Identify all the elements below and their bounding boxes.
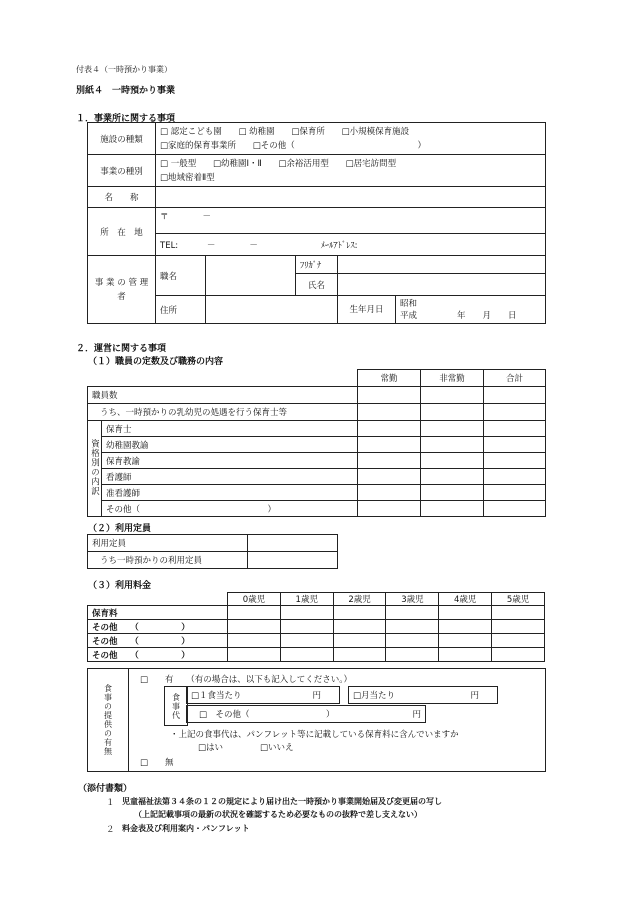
fee-col: 0歳児 xyxy=(228,593,281,606)
capacity-subheading: （２）利用定員 xyxy=(88,524,152,534)
section2-heading: ２．運営に関する事項 xyxy=(76,344,167,354)
attachment-item-1-note: （上記記載事項の最新の状況を確認するため必要なものの抜粋で差し支えない） xyxy=(134,810,422,819)
facility-checkbox-home[interactable]: □家庭的保育事業所 xyxy=(160,140,237,151)
meal-label: 食事の提供の有無 xyxy=(103,684,113,756)
facility-checkbox-kodomoen[interactable]: □ 認定こども園 xyxy=(160,126,222,137)
meal-hai-checkbox[interactable]: □はい xyxy=(198,743,224,753)
qual-row: 看護師 xyxy=(102,469,358,485)
other-meal-field[interactable]: □ その他（ ） 円 xyxy=(186,705,426,723)
meal-yes-checkbox[interactable]: □ 有 （有の場合は、以下も記入してください。） xyxy=(140,675,353,685)
staff-sub-label: うち、一時預かりの乳幼児の処遇を行う保育士等 xyxy=(88,404,358,421)
birth-label: 生年月日 xyxy=(338,296,396,324)
facility-table: 施設の種類 □ 認定こども園 □ 幼稚園 □保育所 □小規模保育施設 □家庭的保育事業所 □その他（ ） 事業の種別 □ 一般型 □幼稚園Ⅰ・Ⅱ □余裕活用型 □居宅訪問型 □地域密着Ⅱ型 名 称 所 在 地 〒 － TEL: － － ﾒｰﾙｱﾄﾞﾚｽ: 事 業 の 管 理 者 職名 ﾌﾘｶﾞﾅ 氏名 住所 生年月日 昭和 平成 年 月 日 xyxy=(87,122,546,324)
contact-field[interactable]: TEL: － － ﾒｰﾙｱﾄﾞﾚｽ: xyxy=(156,234,546,256)
meal-no-checkbox[interactable]: □ 無 xyxy=(140,758,174,768)
fee-row-label: 保育料 xyxy=(88,606,228,620)
section1-heading: １．事業所に関する事項 xyxy=(76,114,176,124)
fee-col: 3歳児 xyxy=(386,593,439,606)
business-type-label: 事業の種別 xyxy=(88,155,156,187)
col-fulltime: 常勤 xyxy=(358,370,421,387)
fee-col: 4歳児 xyxy=(439,593,492,606)
fee-col: 1歳児 xyxy=(280,593,333,606)
birth-field[interactable]: 昭和 平成 年 月 日 xyxy=(396,296,546,324)
qual-row: 保育教諭 xyxy=(102,453,358,469)
col-parttime: 非常勤 xyxy=(421,370,484,387)
qual-row: 保育士 xyxy=(102,421,358,437)
meal-question: ・上記の食事代は、パンフレット等に記載している保育料に含んでいますか xyxy=(170,730,459,740)
fee-col: 5歳児 xyxy=(492,593,545,606)
capacity-label: 利用定員 xyxy=(88,535,248,552)
page-title: 別紙４ 一時預かり事業 xyxy=(76,86,176,96)
facility-checkbox-nursery[interactable]: □保育所 xyxy=(291,126,325,137)
furigana-label: ﾌﾘｶﾞﾅ xyxy=(296,256,338,274)
per-month-field[interactable]: □月当たり 円 xyxy=(348,686,498,704)
attachment-item-2: 料金表及び利用案内・パンフレット xyxy=(122,824,250,833)
business-checkbox-kindergarten[interactable]: □幼稚園Ⅰ・Ⅱ xyxy=(212,158,262,169)
staff-subheading: （１）職員の定数及び職務の内容 xyxy=(88,357,224,367)
name-label: 名 称 xyxy=(88,187,156,208)
fee-row-label: その他 （ ） xyxy=(88,620,228,634)
capacity-sub-label: うち一時預かりの利用定員 xyxy=(88,552,248,569)
staff-count-label: 職員数 xyxy=(88,387,358,404)
facility-type-label: 施設の種類 xyxy=(88,123,156,155)
staff-table xyxy=(87,369,546,517)
fullname-field[interactable] xyxy=(338,274,546,296)
meal-fee-label: 食事代 xyxy=(171,692,181,720)
per-meal-field[interactable]: □１食当たり 円 xyxy=(186,686,340,704)
residence-label: 住所 xyxy=(156,296,206,324)
col-total: 合計 xyxy=(484,370,546,387)
business-checkbox-surplus[interactable]: □余裕活用型 xyxy=(278,158,329,169)
fee-row-label: その他 （ ） xyxy=(88,634,228,648)
facility-checkbox-small[interactable]: □小規模保育施設 xyxy=(341,126,410,137)
qual-row: 幼稚園教諭 xyxy=(102,437,358,453)
furigana-field[interactable] xyxy=(338,256,546,274)
qual-row: 准看護師 xyxy=(102,485,358,501)
qualification-label: 資格別の内訳 xyxy=(89,438,100,496)
business-checkbox-community[interactable]: □地域密着Ⅱ型 xyxy=(160,172,215,183)
fee-table xyxy=(87,592,545,662)
fee-row-label: その他 （ ） xyxy=(88,648,228,662)
postal-field[interactable]: 〒 － xyxy=(156,208,546,234)
address-label: 所 在 地 xyxy=(88,208,156,256)
business-checkbox-general[interactable]: □ 一般型 xyxy=(160,158,197,169)
meal-iie-checkbox[interactable]: □いいえ xyxy=(260,743,294,753)
facility-checkbox-other[interactable]: □その他（ xyxy=(252,140,295,151)
manager-label: 事 業 の 管 理 者 xyxy=(88,256,156,324)
job-label: 職名 xyxy=(156,256,206,296)
residence-field[interactable] xyxy=(206,296,338,324)
job-field[interactable] xyxy=(206,256,296,296)
attachment-item-1: 児童福祉法第３４条の１２の規定により届け出た一時預かり事業開始届及び変更届の写し xyxy=(122,797,442,806)
fee-subheading: （３）利用料金 xyxy=(88,581,152,591)
attachments-heading: （添付書類） xyxy=(78,784,133,794)
name-field[interactable] xyxy=(156,187,546,208)
meal-box xyxy=(87,668,546,772)
attachment-label: 付表４（一時預かり事業） xyxy=(76,65,172,74)
capacity-table xyxy=(87,534,338,569)
facility-checkbox-kindergarten[interactable]: □ 幼稚園 xyxy=(238,126,275,137)
business-checkbox-home-visit[interactable]: □居宅訪問型 xyxy=(345,158,397,169)
fullname-label: 氏名 xyxy=(296,274,338,296)
qual-row: その他（ ） xyxy=(102,501,358,517)
fee-col: 2歳児 xyxy=(333,593,386,606)
